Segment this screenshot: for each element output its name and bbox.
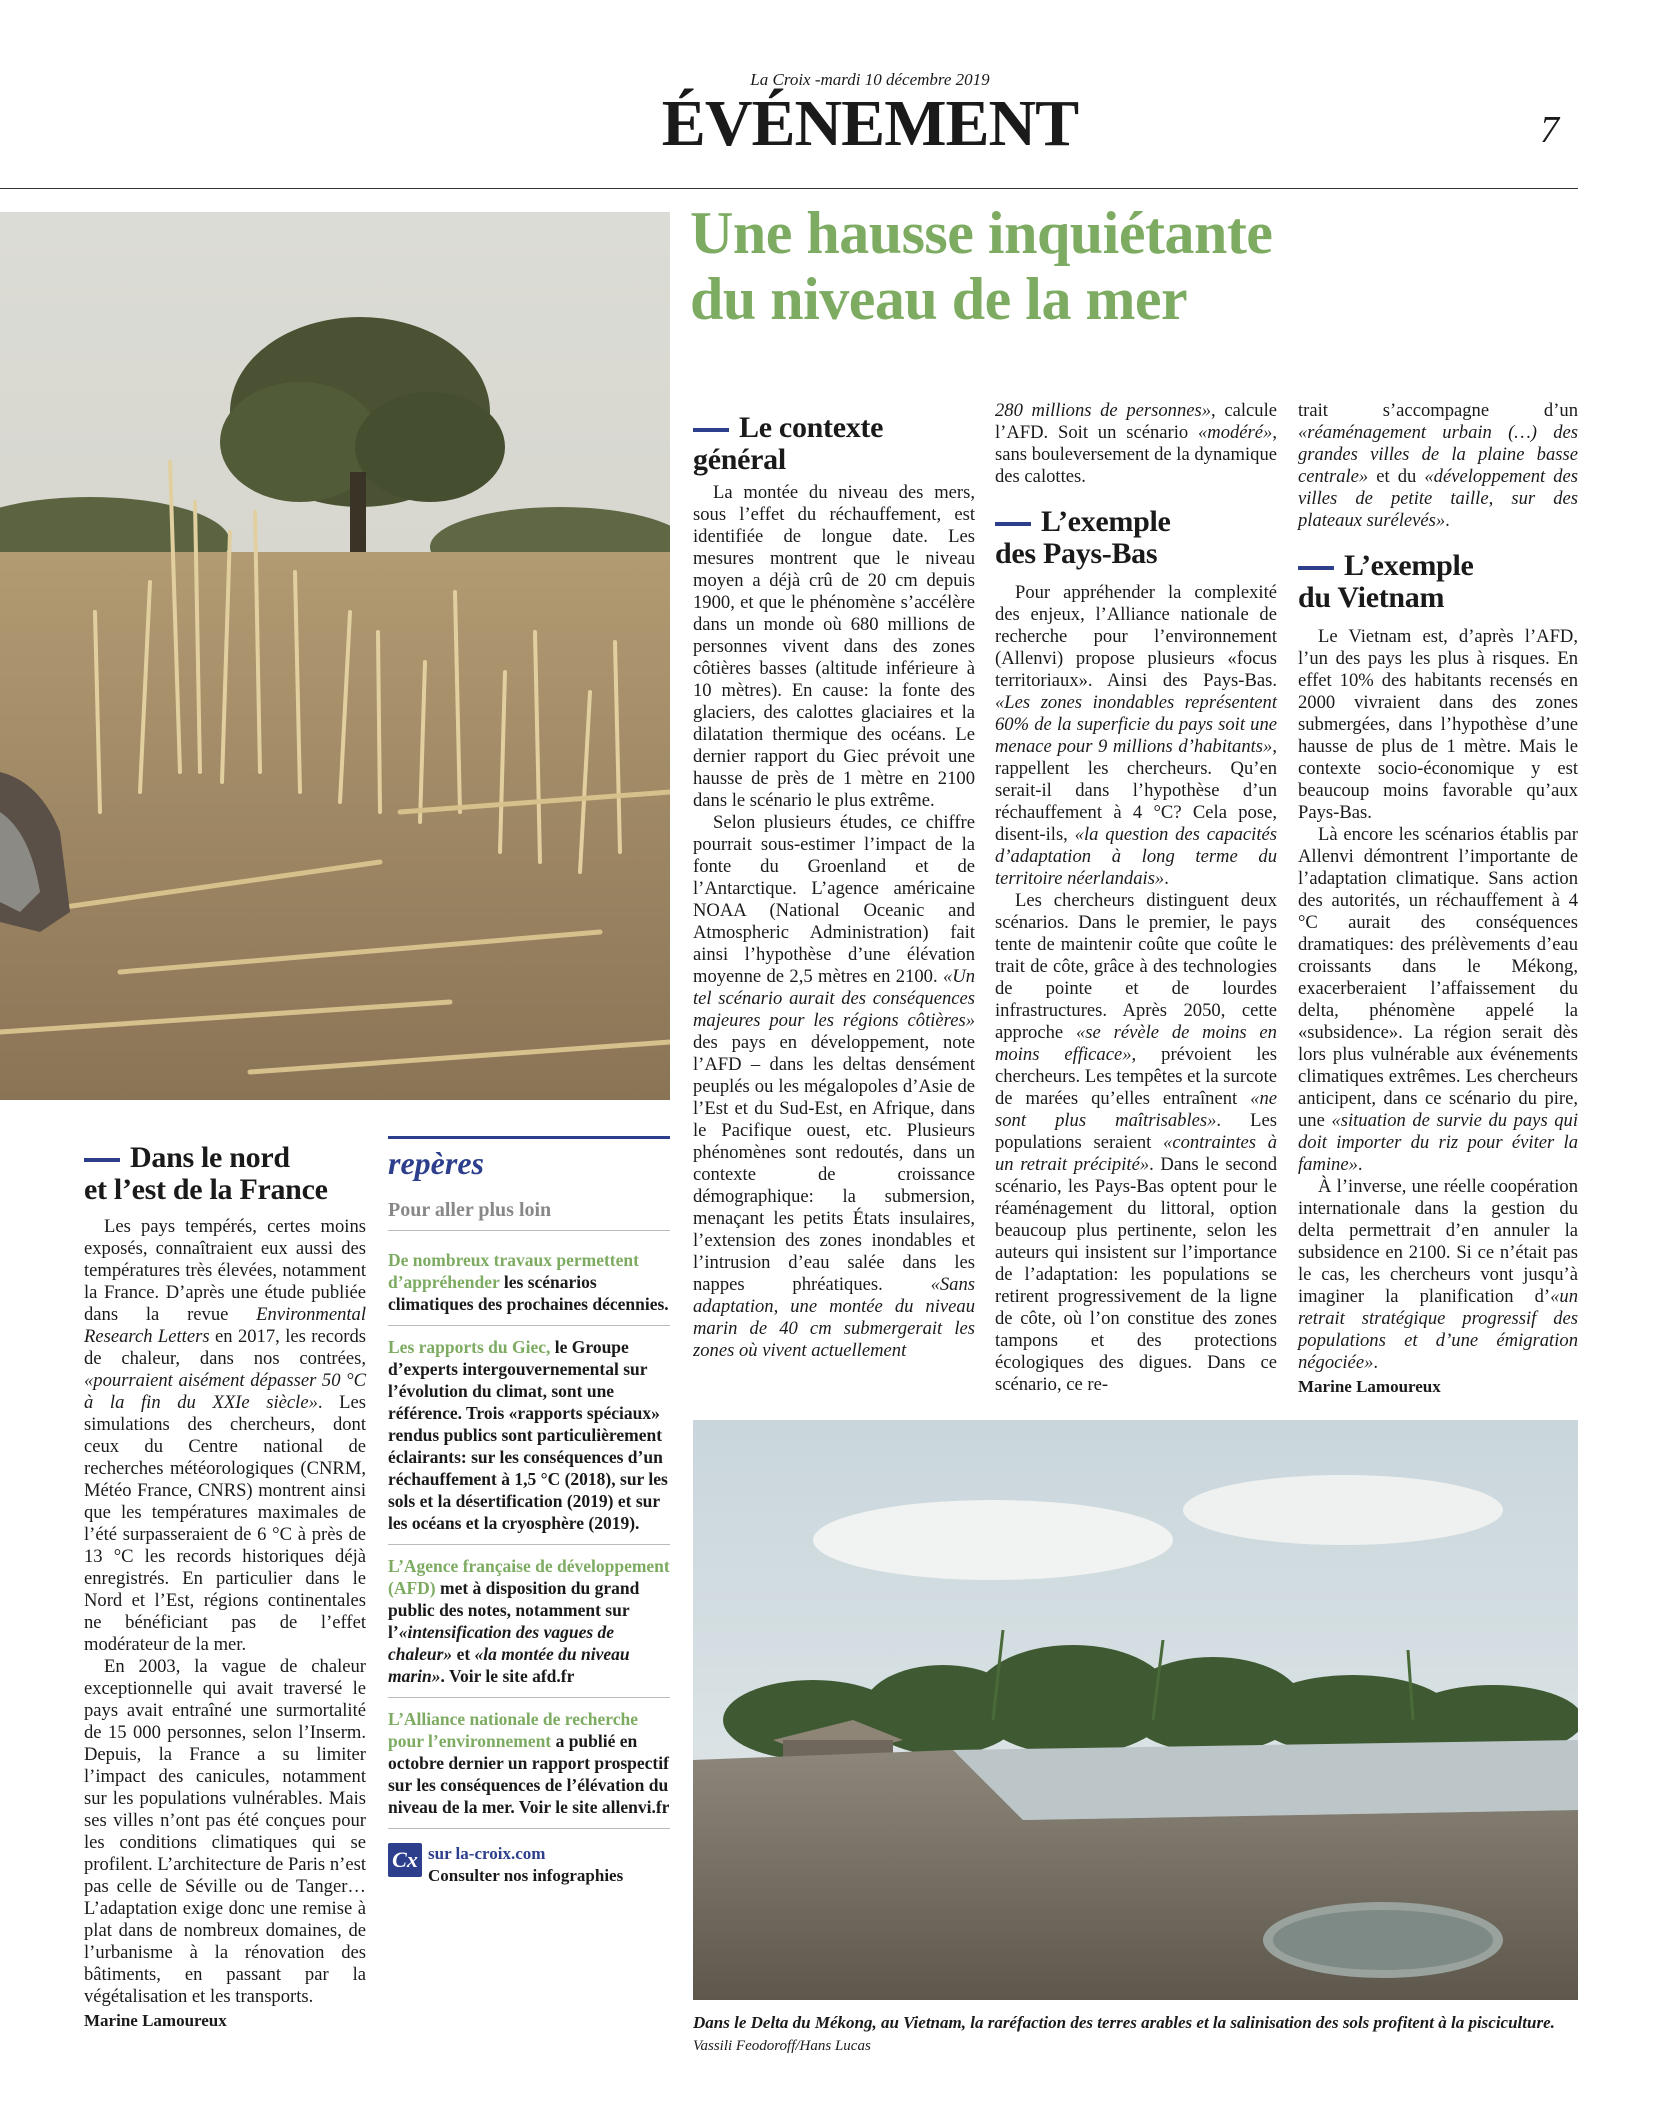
nordest-p1: Les pays tempérés, certes moins exposés, connaîtraient eux aussi des températures très élevées, notamment la France. D’après une étude publiée dans la revue Environmental Research Letters en 2017, les records de chaleur, dans nos contrées, «pourraient aisément dépasser 50 °C à la fin du XXIe siècle». Les simulations des chercheurs, dont ceux du Centre national de recherches météorologiques (CNRM, Météo France, CNRS) montrent ainsi que les températures maximales de l’été surpasseraient de 6 °C à près de 13 °C les records historiques déjà enregistrés. En particulier dans le Nord et l’Est, régions continentales ne bénéficiant pas de l’effet modérateur de la mer. xyxy=(84,1216,366,1655)
heading-dash xyxy=(693,428,729,432)
section-title: ÉVÉNEMENT xyxy=(661,87,1079,160)
headline-line2: du niveau de la mer xyxy=(690,266,1188,332)
vietnam-p1: Le Vietnam est, d’après l’AFD, l’un des pays les plus à risques. En effet 10% des habitants recensés en 2000 vivraient dans des zones submergées, dans l’hypothèse d’une hausse de plus de 1 mètre. Mais le contexte socio-économique y est beaucoup moins favorable qu’aux Pays-Bas. xyxy=(1298,626,1578,823)
nordest-signature: Marine Lamoureux xyxy=(84,2011,227,2030)
reperes-item: L’Alliance nationale de recherche pour l’environnement a publié en octobre dernier un rapport prospectif sur les conséquences de l’élévation du niveau de la mer. Voir le site allenvi.fr xyxy=(388,1698,670,1829)
reperes-item: L’Agence française de développement (AFD) met à disposition du grand public des notes, notamment sur l’«intensification des vagues de chaleur» et «la montée du niveau marin». Voir le site afd.fr xyxy=(388,1545,670,1698)
reperes-box xyxy=(388,1136,670,1887)
nordest-heading: Dans le nord et l’est de la France xyxy=(84,1141,328,1206)
contexte-p1: La montée du niveau des mers, sous l’effet du réchauffement, est identifiée de longue date. Les mesures montrent que le niveau moyen a déjà crû de 20 cm depuis 1900, et que le phénomène s’accélère dans un monde où 680 millions de personnes vivent dans des zones côtières basses (altitude inférieure à 10 mètres). En cause: la fonte des glaciers, des calottes glaciaires et la dilatation thermique des océans. Le dernier rapport du Giec prévoit une hausse de près de 1 mètre en 2100 dans le scénario le plus extrême. xyxy=(693,482,975,811)
headline-line1: Une hausse inquiétante xyxy=(690,200,1273,266)
vietnam-p2: Là encore les scénarios établis par Allenvi démontrent l’importante de l’adaptation climatique. Sans action des autorités, un réchauffement à 4 °C aurait des conséquences dramatiques: des prélèvements d’eau croissants dans le Mékong, exacerberaient l’affaissement du delta, phénomène appelé la «subsidence». La région serait dès lors plus vulnérable aux événements climatiques extrêmes. Les chercheurs anticipent, dans ce scénario du pire, une «situation de survie du pays qui doit importer du riz pour éviter la famine». xyxy=(1298,824,1578,1175)
article-nordest xyxy=(84,1142,366,2032)
web-url[interactable]: sur la-croix.com xyxy=(428,1844,546,1863)
web-label: Consulter nos infographies xyxy=(428,1866,624,1885)
paysbas-p2: Les chercheurs distinguent deux scénarios. Dans le premier, le pays tente de maintenir coûte que coûte le trait de côte, grâce à des technologies de pointe et de lourdes infrastructures. Après 2050, cette approche «se révèle de moins en moins efficace», prévoient les chercheurs. Les tempêtes et la surcote de marées qu’elles entraînent «ne sont plus maîtrisables». Les populations seraient «contraintes à un retrait précipité». Dans le second scénario, les Pays-Bas optent pour le réaménagement du littoral, option beaucoup plus pertinente, selon les auteurs qui insistent sur l’importance de l’adaptation: les populations se retirent progressivement de la ligne de côte, où l’on constitue des zones tampons et des protections écologiques des digues. Dans ce scénario, ce re- xyxy=(995,890,1278,1395)
contexte-heading: Le contexte général xyxy=(693,411,884,476)
reperes-item: De nombreux travaux permettent d’appréhender les scénarios climatiques des prochaines décennies. xyxy=(388,1239,670,1326)
paysbas-heading: L’exemple des Pays-Bas xyxy=(995,505,1171,570)
reperes-rule xyxy=(388,1136,670,1139)
contexte-p2: Selon plusieurs études, ce chiffre pourrait sous-estimer l’impact de la fonte du Groenland et de l’Antarctique. L’agence américaine NOAA (National Oceanic and Atmospheric Administration) fait ainsi l’hypothèse d’une élévation moyenne de 2,5 mètres en 2100. «Un tel scénario aurait des conséquences majeures pour les régions côtières» des pays en développement, note l’AFD – dans les deltas densément peuplés ou les mégalopoles d’Asie de l’Est et du Sud-Est, en Afrique, dans le Pacifique ouest, etc. Plusieurs phénomènes sont redoutés, dans un contexte de croissance démographique: la submersion, menaçant les petits États insulaires, l’extension des zones inondables et l’intrusion d’eau salée dans les nappes phréatiques. «Sans adaptation, une montée du niveau marin de 40 cm submergerait les zones où vivent actuellement xyxy=(693,812,975,1361)
page-number: 7 xyxy=(1540,109,1559,151)
heading-dash xyxy=(1298,566,1334,570)
article-vietnam xyxy=(1298,400,1578,1398)
vietnam-signature: Marine Lamoureux xyxy=(1298,1377,1441,1396)
vietnam-p3: À l’inverse, une réelle coopération internationale dans la gestion du delta permettrait d’en annuler la subsidence en 2100. Si ce n’était pas le cas, les chercheurs vont jusqu’à imaginer la planification d’«un retrait stratégique progressif des populations et d’une émigration négociée». xyxy=(1298,1176,1578,1373)
heading-dash xyxy=(84,1158,120,1162)
article-paysbas xyxy=(995,400,1277,1396)
header-rule xyxy=(0,188,1578,189)
paysbas-p3: trait s’accompagne d’un «réaménagement urbain (…) des grandes villes de la plaine basse centrale» et du «développement des villes de petite taille, sur des plateaux surélevés». xyxy=(1298,400,1578,531)
article-contexte xyxy=(693,412,975,1362)
contexte-p3: 280 millions de personnes», calcule l’AFD. Soit un scénario «modéré», sans bouleversement de la dynamique des calottes. xyxy=(995,400,1277,487)
reperes-title: repères xyxy=(388,1145,484,1181)
paysbas-p1: Pour appréhender la complexité des enjeux, l’Alliance nationale de recherche pour l’environnement (Allenvi) propose plusieurs «focus territoriaux». Ainsi des Pays-Bas. «Les zones inondables représentent 60% de la superficie du pays soit une menace pour 9 millions d’habitants», rappellent les chercheurs. Qu’en serait-il dans l’hypothèse d’un réchauffement à 4 °C? Cela pose, disent-ils, «la question des capacités d’adaptation à long terme du territoire néerlandais». xyxy=(995,582,1277,889)
headline xyxy=(690,200,1550,332)
web-link[interactable] xyxy=(388,1843,670,1887)
header-date: La Croix -mardi 10 décembre 2019 xyxy=(750,70,990,89)
photo-dry-field xyxy=(0,212,670,1100)
vietnam-heading: L’exemple du Vietnam xyxy=(1298,549,1474,614)
nordest-p2: En 2003, la vague de chaleur exceptionnelle qui avait traversé le pays avait entraîné une surmortalité de 15 000 personnes, selon l’Inserm. Depuis, la France a su limiter l’impact des canicules, notamment sur les populations vulnérables. Mais ses villes n’ont pas été conçues pour les conditions climatiques qui se profilent. L’architecture de Paris n’est pas celle de Séville ou de Tanger… L’adaptation exige donc une remise à plat dans de nombreux domaines, de l’urbanisme à la rénovation des bâtiments, en passant par la végétalisation et les transports. xyxy=(84,1656,366,2007)
reperes-subtitle: Pour aller plus loin xyxy=(388,1199,670,1231)
reperes-item: Les rapports du Giec, le Groupe d’experts intergouvernemental sur l’évolution du climat, sont une référence. Trois «rapports spéciaux» rendus publics sont particulièrement éclairants: sur les conséquences d’un réchauffement à 1,5 °C (2018), sur les sols et la désertification (2019) et sur les océans et la cryosphère (2019). xyxy=(388,1326,670,1545)
heading-dash xyxy=(995,522,1031,526)
photo-credit: Vassili Feodoroff/Hans Lucas xyxy=(693,2038,871,2054)
photo-caption: Dans le Delta du Mékong, au Vietnam, la raréfaction des terres arables et la salinisation des sols profitent à la pisciculture. Vassili Feodoroff/Hans Lucas xyxy=(693,2013,1555,2054)
la-croix-logo-icon: Cx xyxy=(388,1843,422,1877)
photo-mekong-delta xyxy=(693,1420,1578,2000)
